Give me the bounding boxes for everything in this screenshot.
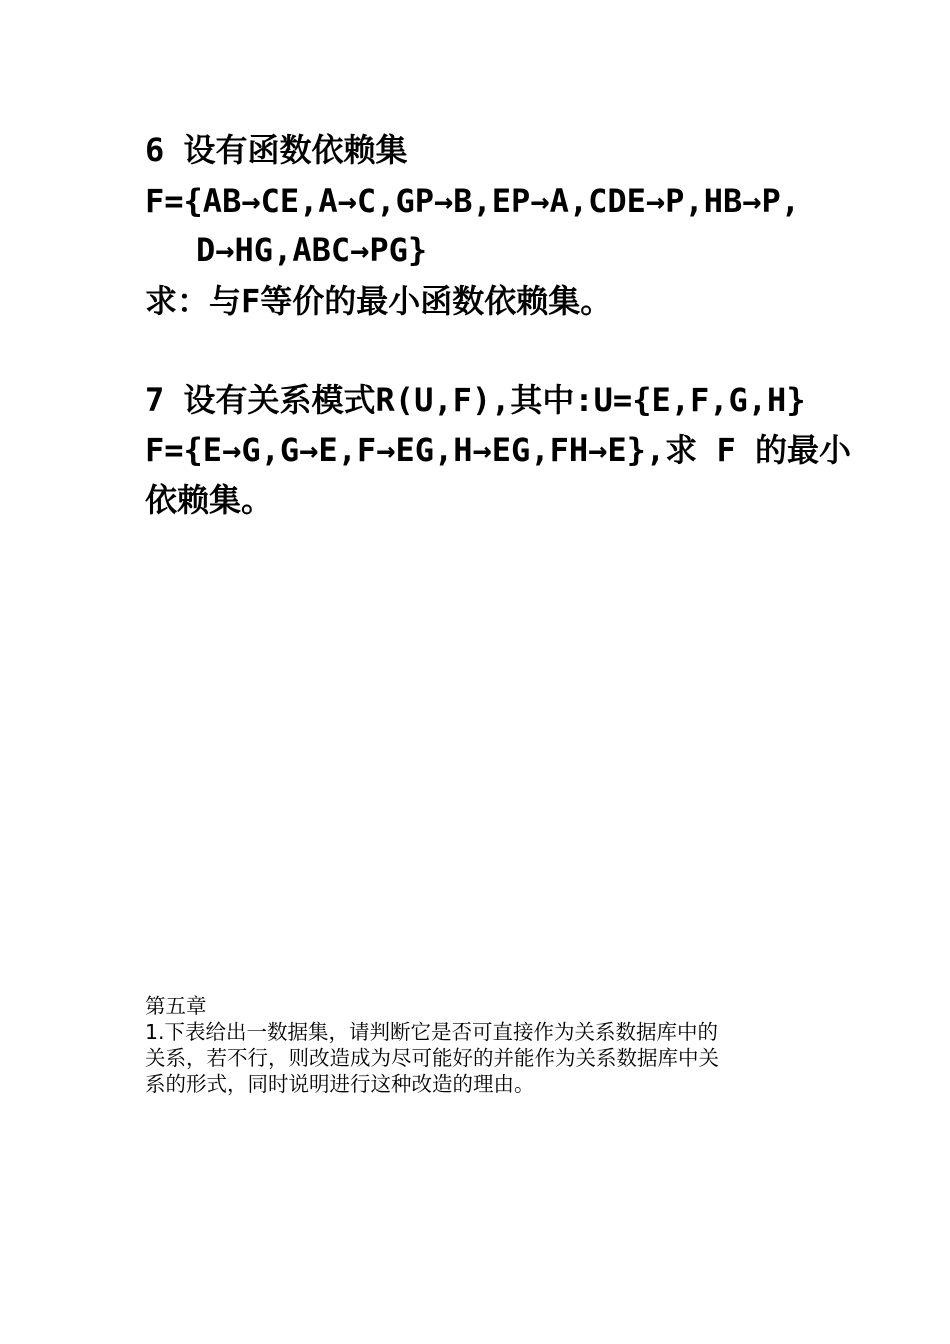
q7-line3: 依赖集。	[145, 481, 274, 519]
q7-line2: F={E→G,G→E,F→EG,H→EG,FH→E},求 F 的最小	[145, 431, 851, 469]
ch5-q1-line1: 1.下表给出一数据集，请判断它是否可直接作为关系数据库中的	[145, 1020, 719, 1044]
q6-title: 6 设有函数依赖集	[145, 131, 408, 169]
chapter-heading: 第五章	[145, 994, 207, 1018]
q7-line1: 7 设有关系模式R(U,F),其中:U={E,F,G,H}	[145, 381, 806, 419]
q6-fd-set-line1: F={AB→CE,A→C,GP→B,EP→A,CDE→P,HB→P,	[145, 182, 801, 220]
q6-fd-set-line2: D→HG,ABC→PG}	[196, 231, 428, 269]
ch5-q1-line3: 系的形式，同时说明进行这种改造的理由。	[145, 1072, 535, 1096]
q6-question: 求：与F等价的最小函数依赖集。	[145, 282, 613, 320]
ch5-q1-line2: 关系，若不行，则改造成为尽可能好的并能作为关系数据库中关	[145, 1046, 719, 1070]
